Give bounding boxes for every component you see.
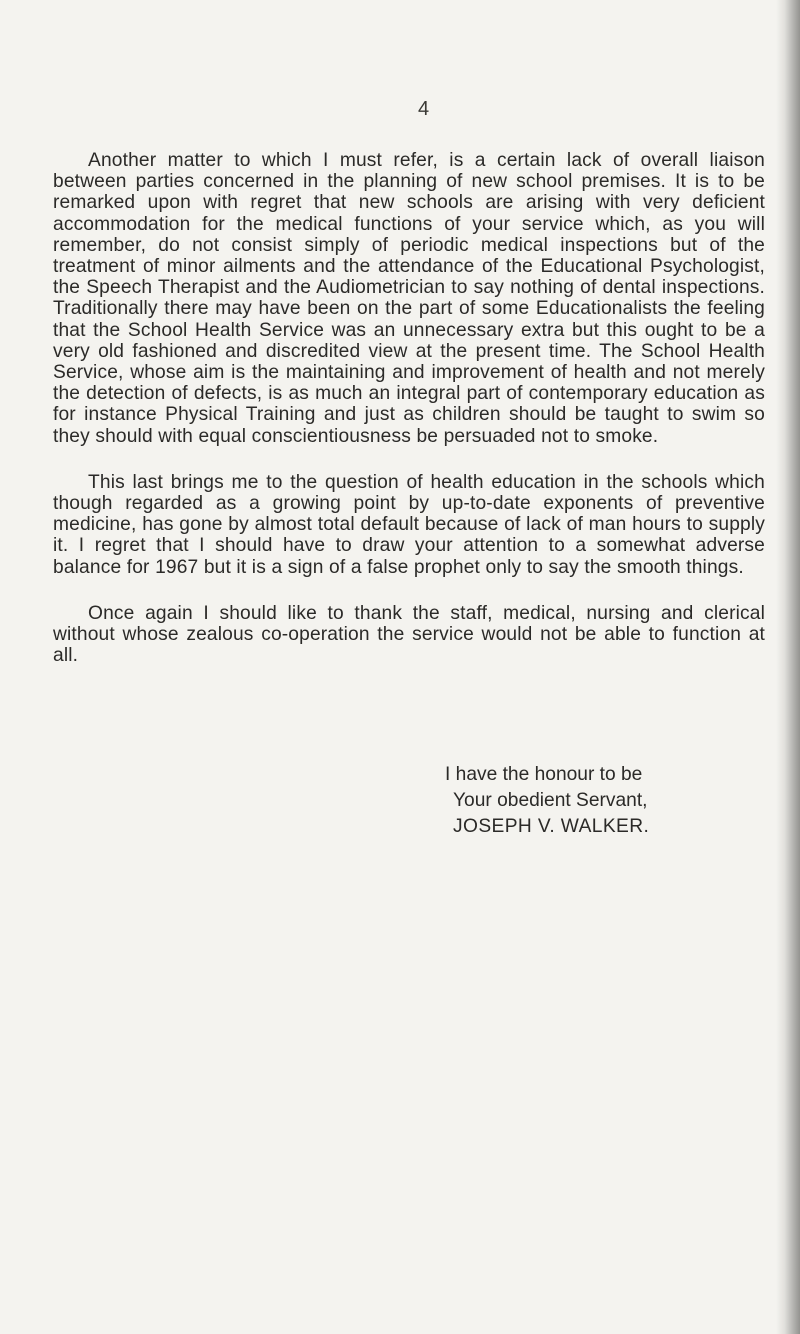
letter-closing [445, 762, 649, 840]
paragraph-health-education: This last brings me to the question of health education in the schools which though regarded as a growing point by up-to-date exponents of preventive medicine, has gone by almost total default because of lack of man hours to supply it. I regret that I should have to draw your attention to a somewhat adverse balance for 1967 but it is a sign of a false prophet only to say the smooth things. [53, 471, 765, 578]
closing-line-honour: I have the honour to be [445, 764, 643, 785]
closing-line-servant: Your obedient Servant, [453, 790, 648, 811]
page-number: 4 [418, 98, 430, 120]
paragraph-school-premises: Another matter to which I must refer, is a certain lack of overall liaison between parties concerned in the planning of new school premises. It is to be remarked upon with regret that new schools are arising with very deficient accommodation for the medical functions of your service which, as you will remember, do not consist simply of periodic medical inspections but of the treatment of minor ailments and the attendance of the Educational Psychologist, the Speech Therapist and the Audiometrician to say nothing of dental inspections. Traditionally there may have been on the part of some Educationalists the feeling that the School Health Service was an unnecessary extra but this ought to be a very old fashioned and discredited view at the present time. The School Health Service, whose aim is the maintaining and improvement of health and not merely the detection of defects, is as much an integral part of contemporary education as for instance Physical Training and just as children should be taught to swim so they should with equal conscientiousness be persuaded not to smoke. [53, 150, 765, 447]
signature-name: JOSEPH V. WALKER. [453, 816, 650, 837]
binding-edge-shadow [776, 0, 800, 1334]
paragraph-thanks: Once again I should like to thank the staff, medical, nursing and clerical without whose zealous co-operation the service would not be able to function at all. [53, 602, 765, 667]
letter-body [53, 150, 765, 691]
